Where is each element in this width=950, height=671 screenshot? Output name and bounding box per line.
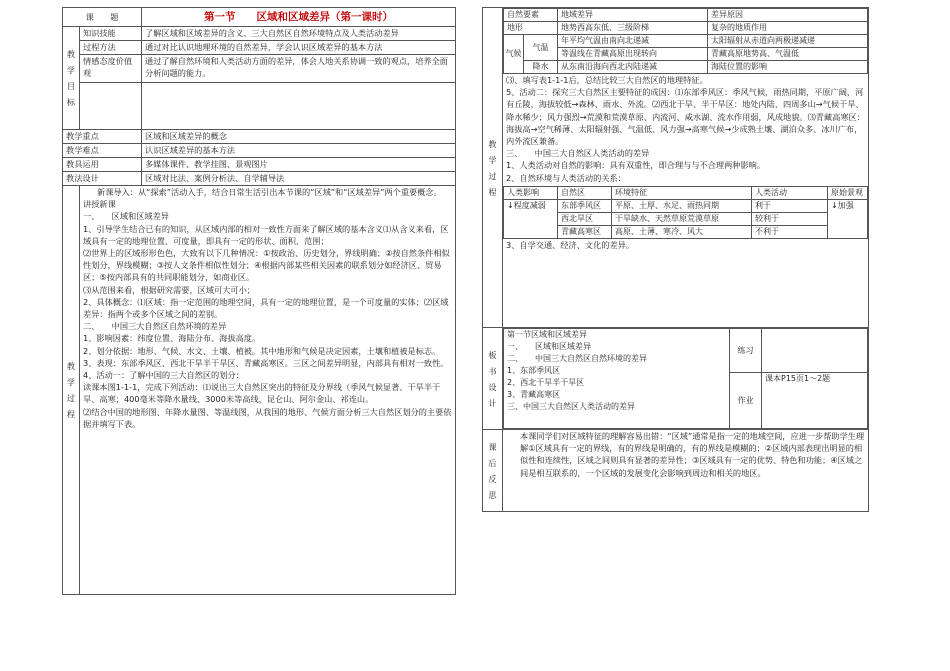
homework-label: 作业 [730, 373, 762, 429]
process-line: 5、活动二：探究三大自然区主要特征的成因：⑴东部季风区：季风气候，雨热同期，平原广阔，河有丘陵，海拔较低→森林、雨水、外流。⑵西北干旱、半干旱区：地处内陆、四周多山→气候干旱、降水稀少；风力强烈→荒漠和荒漠草原、内流河、咸水湖、流水作用弱，风成地貌。⑶青藏高寒区：海拔高→空气稀薄、太阳辐射强、气温低、风力强→高寒气候→少成熟土壤、湖泊众多、冰川广布，内外流区兼备。 [506, 87, 865, 147]
activity-table: 人类影响 自然区 环境特征 人类活动 原始景观 ↓程度减弱 东部季风区 平原、土厚、水足、雨热同期 利于 ↓加强 西北旱区 干旱缺水、天然草原荒漠草原 较利于 青藏高寒区 高原、土薄、寒冷、风大 不利于 [503, 186, 868, 239]
process-line: 讲授新课 [83, 199, 116, 210]
key-point-label: 教学重点 [63, 130, 142, 144]
nature-table: 自然要素 地域差异 差异原因 地形 地势西高东低、三级阶梯 复杂的地质作用 气候 气温 年平均气温由南向北递减 太阳辐射从赤道向两极递减递 等温线在青藏高原出现转向 青藏高原地势高、气温低 降水 从东南沿海向西北内陆递减 海陆位置的影响 [503, 8, 868, 74]
process-line: ⑵世界上的区域形形色色，大致有以下几种情况：①按政治、历史划分，界线明确；②按自然条件相似性划分，界线模糊；③按人文条件相似性划分；④根据内部某些相关因素的联系划分如经济区、贸易区；⑤按内部具有的共同职能划分，如商业区。 [83, 248, 450, 283]
objectives-label: 教 学 目 标 [63, 27, 80, 130]
process-line: 二、 中国三大自然区自然环境的差异 [83, 321, 227, 332]
aids-text: 多媒体课件、教学挂图、景观图片 [142, 158, 456, 172]
method-label: 教法设计 [63, 172, 142, 186]
process-line: 2、具体概念：⑴区域：指一定范围的地理空间，具有一定的地理位置，是一个可度量的实体；⑵区域差异：指两个或多个区域之间的差别。 [83, 296, 449, 320]
process-line: 三、 中国三大自然区人类活动的差异 [506, 148, 650, 159]
process-method-text: 通过对比认识地理环境的自然差异，学会认识区域差异的基本方法 [142, 41, 456, 55]
process-line: 1、影响因素：纬度位置、海陆分布、海拔高度。 [83, 333, 261, 344]
process-line: 3、自学交通、经济、文化的差异。 [506, 239, 635, 250]
key-point-text: 区域和区域差异的概念 [142, 130, 456, 144]
right-lesson-table [482, 7, 869, 512]
process-content [80, 186, 456, 595]
process-line: 2、自然环境与人类活动的关系： [506, 172, 626, 183]
topic-label: 课 题 [63, 8, 142, 27]
left-lesson-table [62, 7, 456, 595]
process-line: 2、划分依据：地形、气候、水文、土壤、植被。其中地形和气候是决定因素，土壤和植被是标志。 [83, 345, 441, 356]
lesson-title: 第一节 区域和区域差异（第一课时） [142, 8, 456, 27]
process-line: ⑵结合中国的地形图、年降水量图、等温线图，从我国的地形、气候方面分析三大自然区划分的主要依据并填写下表。 [83, 406, 452, 429]
process-line: 1、人类活动对自然的影响：具有双重性，即合理与与不合理两种影响。 [506, 160, 766, 171]
difficulty-label: 教学难点 [63, 144, 142, 158]
homework-text: 课本P15页1～2题 [762, 373, 868, 429]
board-content: 第一节区域和区域差异 一、 区域和区域差异 二、 中国三大自然区自然环境的差异 1、东部季风区 2、西北干旱半干旱区 3、青藏高寒区 三、中国三大自然区人类活动的差异 [504, 329, 730, 429]
board-label: 板 书 设 计 [483, 328, 503, 430]
attitude-label: 情感态度价值观 [80, 55, 142, 83]
reflection-text: 本课同学们对区域特征的理解容易出错：“区域”通常是指一定的地域空间，应进一步帮助学生理解①区域具有一定的界线，有的界线是明确的，有的界线是模糊的；②区域内部表现出明显的相似性和连续性，区域之间则具有显著的差异性；③区域具有一定的优势、特色和功能；④区域之间是相互联系的，一个区域的发展变化会影响到周边和相关的地区。 [503, 430, 869, 512]
process-line: ⑶、填写表1-1-1后，总结比较三大自然区的地理特征。 [506, 75, 708, 85]
aids-label: 教具运用 [63, 158, 142, 172]
process-line: 4、活动一：了解中国的三大自然区的划分： [83, 370, 244, 381]
process-line: ⑶从范围来看，根据研究需要，区域可大可小； [83, 284, 255, 295]
exercise-label: 练习 [730, 329, 762, 373]
process-label-right: 教 学 过 程 [483, 8, 503, 328]
knowledge-skill-text: 了解区域和区域差异的含义、三大自然区自然环境特点及人类活动差异 [142, 27, 456, 41]
process-line: 1、引导学生结合已有的知识，从区域内部的相对一致性方面来了解区域的基本含义⑴从含义来看，区域具有一定的地理位置、可度量，即具有一定的形状、面积、范围； [83, 223, 449, 246]
process-line: 3、表现：东部季风区、西北干旱半干旱区、青藏高寒区。三区之间差异明显，内部具有相对一致性。 [83, 357, 449, 368]
process-method-label: 过程方法 [80, 41, 142, 55]
process-line: 新课导入：从“探索”活动入手，结合日常生活引出本节课的“区域”和“区域差异”两个重要概念。 [97, 187, 442, 197]
difficulty-text: 认识区域差异的基本方法 [142, 144, 456, 158]
knowledge-skill-label: 知识技能 [80, 27, 142, 41]
process-line: 一、 区域和区域差异 [83, 211, 169, 222]
board-table [503, 328, 868, 429]
reflection-label: 课 后 反 思 [483, 430, 503, 512]
attitude-text: 通过了解自然环境和人类活动方面的差异，体会人地关系协调一致的观点，培养全面分析问题的能力。 [142, 55, 456, 83]
process-line: 读课本图1-1-1，完成下列活动：⑴说出三大自然区突出的特征及分界线（季风气候显著、干旱半干旱、高寒；400毫米等降水量线、3000米等高线，昆仑山、阿尔金山、祁连山。 [83, 382, 441, 405]
method-text: 区域对比法、案例分析法、自学辅导法 [142, 172, 456, 186]
process-label: 教 学 过 程 [63, 186, 80, 595]
